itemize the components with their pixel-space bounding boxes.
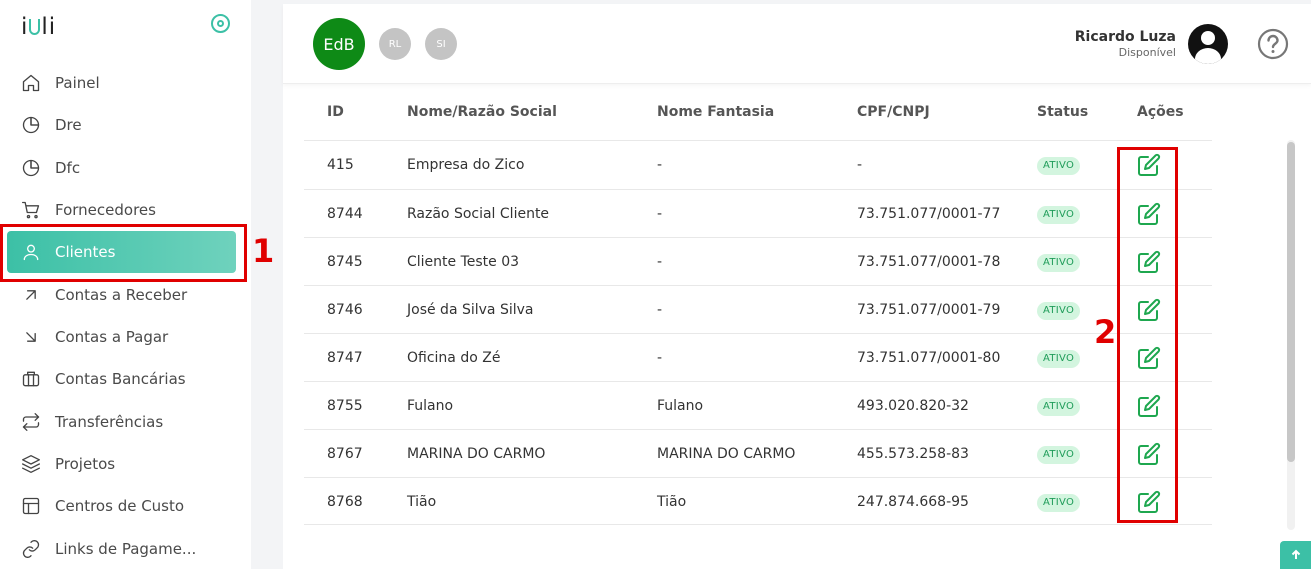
sidebar-item-label: Fornecedores — [55, 201, 156, 219]
table-row[interactable] — [304, 429, 1212, 477]
column-header-document[interactable]: CPF/CNPJ — [857, 104, 930, 120]
layout-icon — [21, 496, 41, 516]
sidebar-item-projetos[interactable] — [7, 443, 236, 485]
header-bar — [283, 4, 1311, 84]
pie-chart-icon — [21, 115, 41, 135]
sidebar-item-centros-de-custo[interactable] — [7, 485, 236, 527]
sidebar-collapse-icon[interactable] — [211, 14, 230, 33]
cell-document: 73.751.077/0001-79 — [857, 302, 1001, 318]
cell-fantasy: - — [657, 350, 663, 366]
shopping-cart-icon — [21, 200, 41, 220]
cell-document: 247.874.668-95 — [857, 494, 969, 510]
sidebar-item-label: Painel — [55, 74, 100, 92]
cell-id: 8767 — [327, 446, 363, 462]
cell-fantasy: - — [657, 254, 663, 270]
status-badge: ATIVO — [1037, 494, 1080, 512]
sidebar-item-label: Clientes — [55, 243, 116, 261]
cell-fantasy: - — [657, 157, 663, 173]
sidebar — [0, 0, 251, 569]
sidebar-item-transferencias[interactable] — [7, 401, 236, 443]
sidebar-item-label: Contas a Pagar — [55, 328, 169, 346]
sidebar-item-label: Contas a Receber — [55, 286, 188, 304]
arrow-down-right-icon — [21, 327, 41, 347]
table-scrollbar[interactable] — [1287, 140, 1295, 530]
layers-icon — [21, 454, 41, 474]
link-icon — [21, 539, 41, 559]
status-badge: ATIVO — [1037, 254, 1080, 272]
sidebar-item-label: Transferências — [55, 413, 164, 431]
cell-id: 8746 — [327, 302, 363, 318]
annotation-number-1: 1 — [252, 232, 275, 270]
cell-id: 8747 — [327, 350, 363, 366]
sidebar-item-label: Contas Bancárias — [55, 370, 186, 388]
scrollbar-thumb[interactable] — [1287, 142, 1295, 462]
repeat-icon — [21, 412, 41, 432]
arrow-up-icon — [1290, 549, 1302, 561]
column-header-actions: Ações — [1137, 104, 1184, 120]
scroll-to-top-button[interactable] — [1280, 541, 1311, 569]
annotation-number-2: 2 — [1094, 313, 1117, 351]
cell-id: 8745 — [327, 254, 363, 270]
column-header-id[interactable]: ID — [327, 104, 344, 120]
sidebar-item-painel[interactable] — [7, 62, 236, 104]
status-badge: ATIVO — [1037, 157, 1080, 175]
cell-document: 493.020.820-32 — [857, 398, 969, 414]
cell-fantasy: - — [657, 206, 663, 222]
cell-document: 73.751.077/0001-77 — [857, 206, 1001, 222]
status-badge: ATIVO — [1037, 302, 1080, 320]
sidebar-item-label: Centros de Custo — [55, 497, 185, 515]
cell-id: 8755 — [327, 398, 363, 414]
status-badge: ATIVO — [1037, 350, 1080, 368]
table-row[interactable] — [304, 285, 1212, 333]
arrow-up-right-icon — [21, 285, 41, 305]
cell-name: Razão Social Cliente — [407, 206, 550, 222]
table-row[interactable] — [304, 381, 1212, 429]
table-row[interactable] — [304, 333, 1212, 381]
table-row[interactable] — [304, 237, 1212, 285]
status-badge: ATIVO — [1037, 446, 1080, 464]
company-avatar-rl[interactable]: RL — [379, 28, 411, 60]
home-icon — [21, 73, 41, 93]
cell-id: 8744 — [327, 206, 363, 222]
cell-id: 415 — [327, 157, 354, 173]
sidebar-item-contas-a-pagar[interactable] — [7, 316, 236, 358]
pie-chart-icon — [21, 158, 41, 178]
company-avatar-edb[interactable]: EdB — [313, 18, 365, 70]
cell-name: Tião — [407, 494, 437, 510]
table-row[interactable] — [304, 189, 1212, 237]
app-logo[interactable]: i li — [21, 14, 57, 40]
cell-document: 455.573.258-83 — [857, 446, 969, 462]
sidebar-item-label: Links de Pagame... — [55, 540, 197, 558]
status-badge: ATIVO — [1037, 398, 1080, 416]
highlight-box-clientes — [0, 224, 247, 282]
cell-name: Cliente Teste 03 — [407, 254, 520, 270]
company-avatar-si[interactable]: SI — [425, 28, 457, 60]
cell-name: José da Silva Silva — [407, 302, 534, 318]
cell-name: Fulano — [407, 398, 454, 414]
column-header-status[interactable]: Status — [1037, 104, 1089, 120]
cell-name: Oficina do Zé — [407, 350, 501, 366]
table-row[interactable] — [304, 477, 1212, 525]
sidebar-item-label: Projetos — [55, 455, 116, 473]
column-header-name[interactable]: Nome/Razão Social — [407, 104, 557, 120]
cell-document: 73.751.077/0001-78 — [857, 254, 1001, 270]
user-name: Ricardo Luza — [1074, 29, 1176, 45]
cell-document: - — [857, 157, 863, 173]
cell-name: Empresa do Zico — [407, 157, 525, 173]
sidebar-item-label: Dfc — [55, 159, 81, 177]
cell-fantasy: - — [657, 302, 663, 318]
sidebar-item-links-de-pagamento[interactable] — [7, 528, 236, 569]
cell-fantasy: Fulano — [657, 398, 704, 414]
cell-id: 8768 — [327, 494, 363, 510]
user-avatar[interactable] — [1188, 24, 1228, 64]
cell-document: 73.751.077/0001-80 — [857, 350, 1001, 366]
status-badge: ATIVO — [1037, 206, 1080, 224]
table-row[interactable] — [304, 140, 1212, 188]
briefcase-icon — [21, 369, 41, 389]
cell-fantasy: MARINA DO CARMO — [657, 446, 796, 462]
sidebar-item-contas-bancarias[interactable] — [7, 358, 236, 400]
highlight-box-edit-actions — [1117, 147, 1178, 523]
user-status: Disponível — [1118, 46, 1176, 59]
cell-name: MARINA DO CARMO — [407, 446, 546, 462]
sidebar-item-dfc[interactable] — [7, 147, 236, 189]
sidebar-item-dre[interactable] — [7, 104, 236, 146]
sidebar-item-label: Dre — [55, 116, 82, 134]
column-header-fantasy[interactable]: Nome Fantasia — [657, 104, 775, 120]
help-icon[interactable] — [1257, 28, 1289, 60]
cell-fantasy: Tião — [657, 494, 687, 510]
